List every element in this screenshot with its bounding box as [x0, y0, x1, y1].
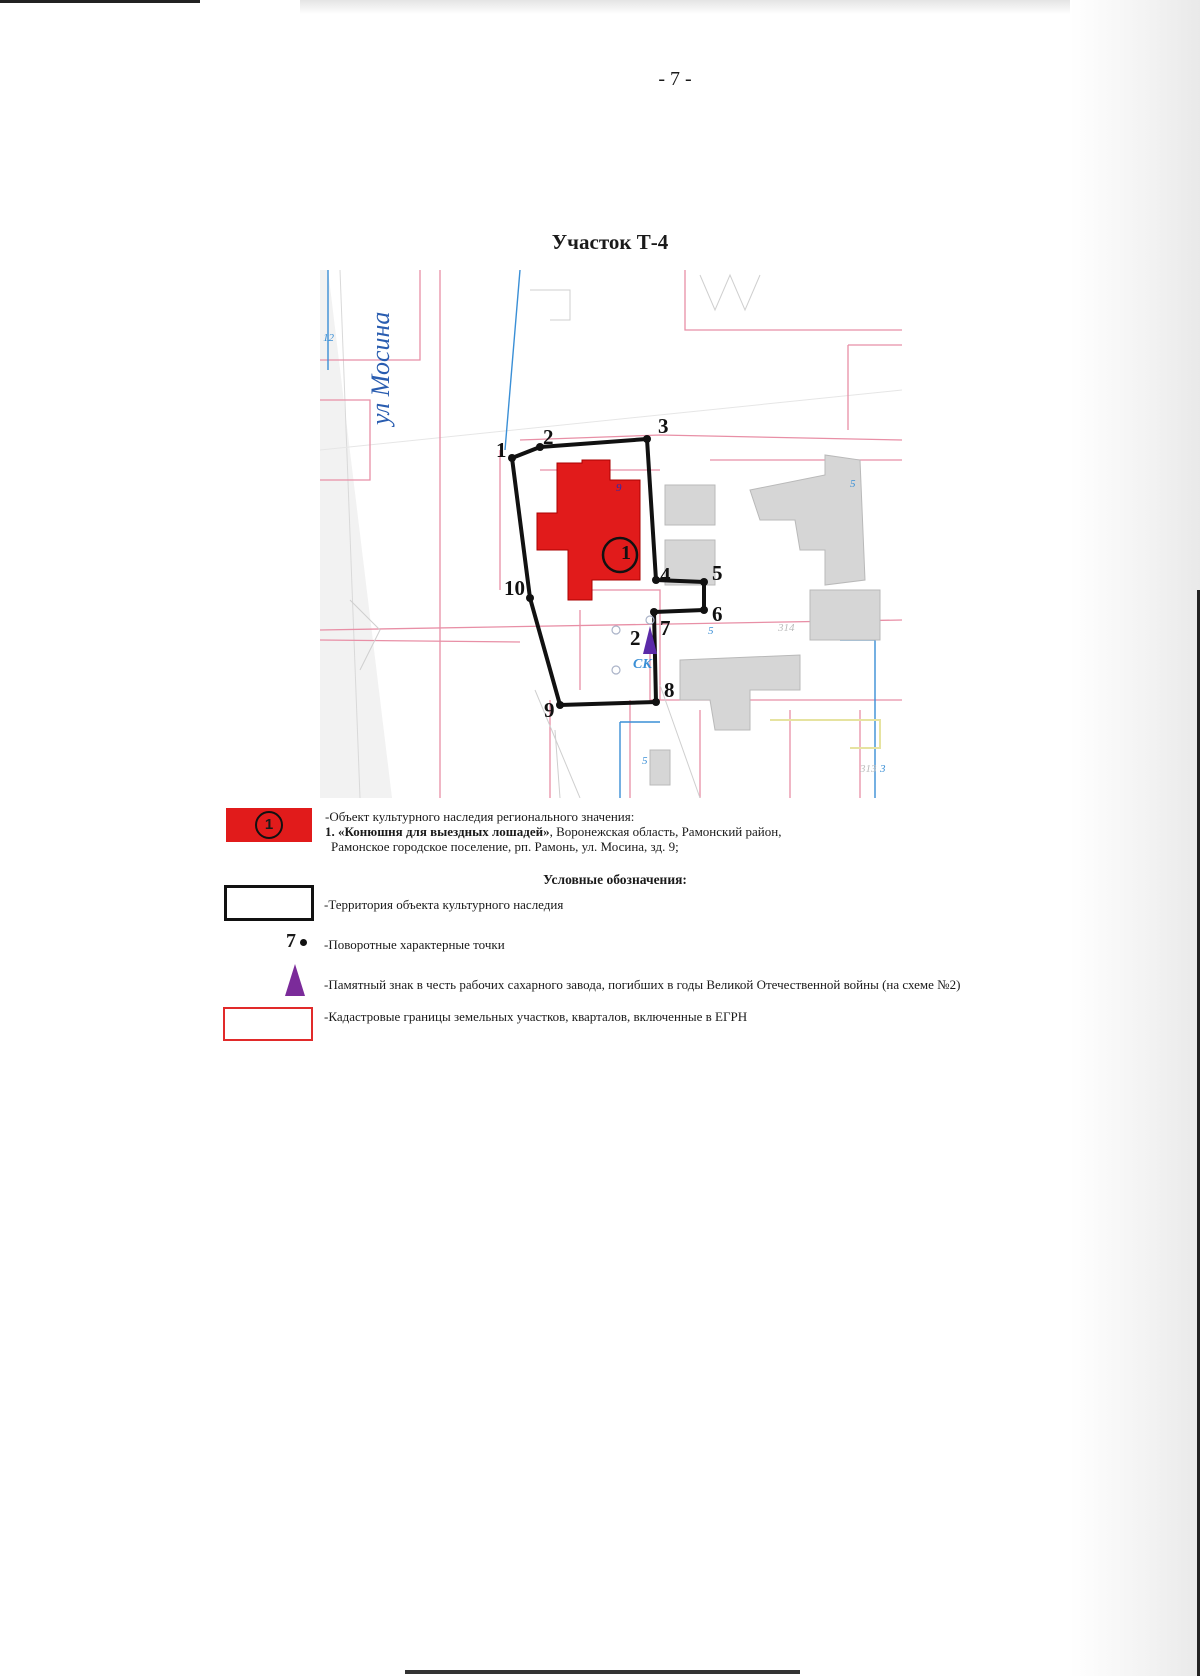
legend-object-swatch — [226, 808, 312, 842]
plot-number-3: 3 — [880, 763, 886, 775]
legend-object-line2 — [325, 824, 781, 839]
point-label-9: 9 — [544, 698, 555, 722]
point-label-1: 1 — [496, 438, 507, 462]
plot-number-314: 314 — [778, 622, 795, 634]
scan-edge-bottom — [405, 1670, 800, 1674]
legend-heading: Условные обозначения: — [543, 872, 687, 887]
point-label-5: 5 — [712, 561, 723, 585]
scan-edge-top — [0, 0, 200, 3]
point-label-8: 8 — [664, 678, 675, 702]
point-label-6: 6 — [712, 602, 723, 626]
legend-territory-text: -Территория объекта культурного наследия — [324, 897, 564, 912]
monument-marker-number: 2 — [630, 626, 641, 650]
point-label-3: 3 — [658, 414, 669, 438]
legend-cadastral-text: -Кадастровые границы земельных участков, кварталов, включенные в ЕГРН — [324, 1009, 748, 1024]
legend-monument-icon — [283, 962, 307, 998]
legend-territory-swatch — [224, 885, 314, 921]
point-label-7: 7 — [660, 616, 671, 640]
plot-number-313: 313 — [860, 763, 877, 775]
legend-object-address: , Воронежская область, Рамонский район, — [549, 824, 782, 839]
point-label-10: 10 — [504, 576, 525, 600]
site-map — [320, 270, 902, 798]
point-label-4: 4 — [660, 563, 671, 587]
legend-point-dot — [300, 939, 307, 946]
scan-shade-top — [300, 0, 1200, 14]
legend-object-name: 1. «Конюшня для выездных лошадей» — [325, 824, 550, 839]
legend-monument-text: -Памятный знак в честь рабочих сахарного завода, погибших в годы Великой Отечественной войны (на схеме №2) — [324, 977, 961, 992]
house-number-9: 9 — [616, 482, 622, 494]
legend-point-swatch — [286, 930, 307, 953]
plot-number-5b: 5 — [708, 625, 714, 637]
legend-object-marker: 1 — [255, 811, 283, 839]
plot-number-5c: 5 — [642, 755, 648, 767]
map-drawing — [320, 270, 902, 798]
plot-number-5a: 5 — [850, 478, 856, 490]
legend-point-number: 7 — [286, 930, 296, 952]
section-title: Участок Т-4 — [551, 230, 669, 254]
legend-cadastral-swatch — [223, 1007, 313, 1041]
legend-object-line1: -Объект культурного наследия регионального значения: — [325, 809, 635, 824]
legend-object-line3: Рамонское городское поселение, рп. Рамонь, ул. Мосина, зд. 9; — [331, 839, 679, 854]
ck-label: СК — [633, 657, 652, 672]
page-number: - 7 - — [658, 68, 692, 90]
legend-points-text: -Поворотные характерные точки — [324, 937, 505, 952]
plot-number-12: 12 — [323, 332, 334, 344]
street-label: ул Мосина — [366, 311, 395, 425]
object-marker-number: 1 — [621, 542, 631, 564]
point-label-2: 2 — [543, 425, 554, 449]
